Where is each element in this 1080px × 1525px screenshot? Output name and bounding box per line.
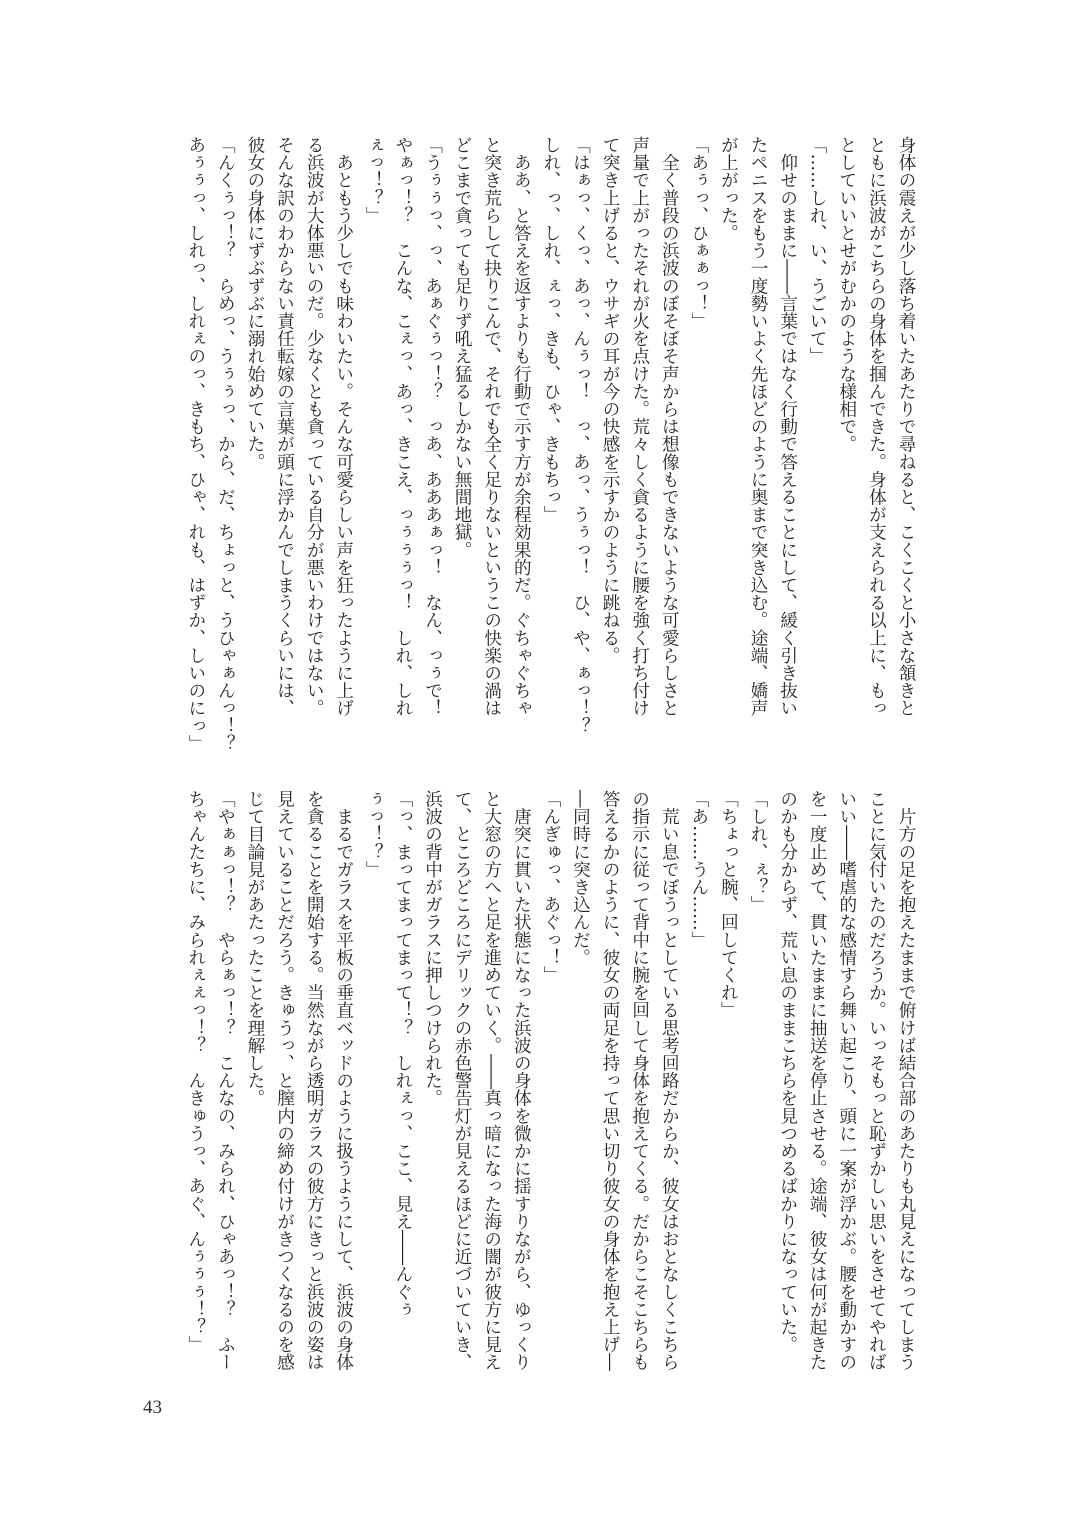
text-line: が上がった。 — [718, 136, 739, 242]
text-line: て、ところどころにデリックの赤色警告灯が見えるほどに近づいていき、 — [452, 790, 473, 1371]
text-line: ああ、と答えを返すよりも行動で示す方が余程効果的だ。ぐちゃぐちゃ — [511, 136, 532, 717]
text-line: て突き上げると、ウサギの耳が今の快感を示すかのように跳ねる。 — [600, 136, 621, 664]
text-line: 「ちょっと腕、回してくれ」 — [718, 790, 739, 1019]
text-line: 彼女の身体にずぶずぶに溺れ始めていた。 — [244, 136, 265, 471]
text-line: あぅぅっ、しれっ、しれぇのっ、きもち、ひゃ、れも、はずか、しいのにっ」 — [185, 136, 206, 752]
text-line: 唐突に貫いた状態になった浜波の身体を微かに揺すりながら、ゆっくり — [511, 790, 532, 1371]
text-line: 身体の震えが少し落ち着いたあたりで尋ねると、こくこくと小さな頷きと — [896, 136, 916, 717]
text-line: あともう少しでも味わいたい。そんな可愛らしい声を狂ったように上げ — [333, 136, 354, 717]
text-line: 「はぁっ、くっ、あっ、んぅっ！ っ、あっ、うぅっ！ ひ、や、ぁっ！？ — [570, 136, 591, 735]
page-number: 43 — [143, 1397, 162, 1418]
text-line: 「しれ、ぇ？」 — [748, 790, 769, 914]
text-line: としていいとせがむかのような様相で。 — [836, 136, 857, 453]
text-line: 浜波の背中がガラスに押しつけられた。 — [422, 790, 443, 1107]
text-line: 「……しれ、い、うごいて」 — [807, 136, 828, 365]
text-line: 「やぁぁっ！？ やらぁっ！？ こんなの、みられ、ひゃあっ！？ ふー — [215, 790, 236, 1371]
text-line: のかも分からず、荒い息のままこちらを見つめるばかりになっていた。 — [777, 790, 798, 1354]
text-line: る浜波が大体悪いのだ。少なくとも貪っている自分が悪いわけではない。 — [304, 136, 325, 717]
text-line: 荒い息でぼうっとしている思考回路だからか、彼女はおとなしくこちら — [659, 790, 680, 1371]
text-line: じて目論見があたったことを理解した。 — [244, 790, 265, 1107]
text-line: 「んくぅっ！？ らめっ、うぅぅっ、から、だ、ちょっと、うひゃぁんっ！？ — [215, 136, 236, 752]
text-line: 片方の足を抱えたままで俯けば結合部のあたりも丸見えになってしまう — [896, 790, 916, 1371]
text-line: ―同時に突き込んだ。 — [570, 790, 591, 966]
text-line: ことに気付いたのだろうか。いっそもっと恥ずかしい思いをさせてやれば — [866, 790, 887, 1371]
text-line: 見えていることだろう。きゅうっ、と膣内の締め付けがきつくなるのを感 — [274, 790, 295, 1371]
text-line: 「んぎゅっ、あぐっ！」 — [540, 790, 561, 984]
text-line: 「うぅぅっ、っ、あぁぐぅっ！？ っあ、あああぁっ！ なん、っぅで！ — [422, 136, 443, 717]
text-line: 仰せのままに――言葉ではなく行動で答えることにして、緩く引き抜い — [777, 136, 798, 717]
text-line: と突き荒らして抉りこんで、それでも全く足りないというこの快楽の渦は — [481, 136, 502, 717]
text-line: いい――嗜虐的な感情すら舞い起こり、頭に一案が浮かぶ。腰を動かすの — [836, 790, 857, 1371]
text-line: ともに浜波がこちらの身体を掴んできた。身体が支えられる以上に、もっ — [866, 136, 887, 717]
text-line: そんな訳のわからない責任転嫁の言葉が頭に浮かんでしまうくらいには、 — [274, 136, 295, 717]
text-line: と大窓の方へと足を進めていく。――真っ暗になった海の闇が彼方に見え — [481, 790, 502, 1371]
text-line: 答えるかのように、彼女の両足を持って思い切り彼女の身体を抱え上げ― — [600, 790, 621, 1371]
text-line: を一度止めて、貫いたままに抽送を停止させる。途端、彼女は何が起きた — [807, 790, 828, 1371]
text-line: 全く普段の浜波のぼそぼそ声からは想像もできないような可愛らしさと — [659, 136, 680, 717]
text-line: やぁっ！？ こんな、こぇっ、あっ、きこえ、っぅぅぅっ！ しれ、しれ — [392, 136, 413, 717]
text-line: どこまで貪っても足りず吼え猛るしかない無間地獄。 — [452, 136, 473, 559]
text-line: しれ、っ、しれ、ぇっ、きも、ひゃ、きもちっ」 — [540, 136, 561, 524]
text-line: の指示に従って背中に腕を回して身体を抱えてくる。だからこそこちらも — [629, 790, 650, 1371]
text-line: ちゃんたちに、みられぇぇっ！？ んきゅうっ、あぐ、んぅぅぅ！？」 — [185, 790, 206, 1354]
text-line: たペニスをもう一度勢いよく先ほどのように奥まで突き込む。途端、嬌声 — [748, 136, 769, 717]
text-line: ぅっ！？」 — [363, 790, 384, 878]
text-line: 「あ……うん……」 — [688, 790, 709, 949]
text-line: まるでガラスを平板の垂直ベッドのように扱うようにして、浜波の身体 — [333, 790, 354, 1371]
text-block-top — [180, 136, 920, 752]
text-block-bottom — [180, 790, 920, 1400]
text-line: 「あぅっ、ひぁぁっ！」 — [688, 136, 709, 330]
text-line: を貪ることを開始する。当然ながら透明ガラスの彼方にきっと浜波の姿は — [304, 790, 325, 1371]
text-line: ぇっ！？」 — [363, 136, 384, 224]
text-line: 「っ、まってまってまって！？ しれぇっ、ここ、見え――んぐぅ — [392, 790, 413, 1318]
text-line: 声量で上がったそれが火を点けた。荒々しく貪るように腰を強く打ち付け — [629, 136, 650, 717]
